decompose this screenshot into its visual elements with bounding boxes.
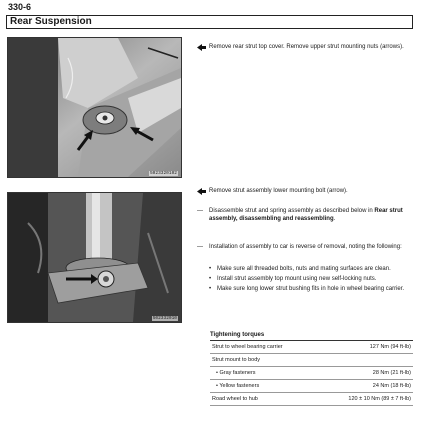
step-text: Installation of assembly to car is reverse of removal, noting the following:: [209, 244, 402, 250]
dash-marker: —: [197, 244, 203, 250]
step-text-pre: Disassemble strut and spring assembly as described below in: [209, 208, 375, 214]
bullet-dot: •: [209, 286, 212, 292]
step-arrow-icon: [197, 188, 206, 195]
step-arrow-icon: [197, 44, 206, 51]
installation-notes-list: [209, 266, 413, 296]
list-item: • Make sure all threaded bolts, nuts and mating surfaces are clean.: [209, 266, 391, 272]
bullet-dot: •: [209, 266, 212, 272]
row-label: Strut mount to body: [212, 357, 260, 363]
row-value: 24 Nm (18 ft-lb): [372, 383, 411, 389]
photo-id: 502332010: [152, 316, 177, 321]
row-label: • Yellow fasteners: [216, 383, 260, 389]
table-row: [210, 380, 413, 393]
row-value: 127 Nm (94 ft-lb): [369, 344, 411, 350]
row-label: Road wheel to hub: [212, 396, 258, 402]
step-text: Remove strut assembly lower mounting bolt (arrow).: [209, 188, 348, 194]
tightening-torques-table: [210, 332, 413, 406]
lower-strut-bolt-illustration: [8, 193, 181, 322]
step-disassemble-strut: [197, 208, 413, 223]
photo-id: 5023320102: [149, 171, 177, 176]
table-title: Tightening torques: [210, 332, 413, 341]
step-installation-notes: [197, 244, 413, 252]
step-text-post: .: [333, 215, 336, 222]
step-text: [197, 208, 413, 223]
section-header: Rear Suspension: [6, 15, 413, 29]
table-row: [210, 393, 413, 406]
table-row: [210, 367, 413, 380]
lower-strut-bolt-photo: [7, 192, 182, 323]
row-label: • Gray fasteners: [216, 370, 256, 376]
upper-strut-mount-photo: [7, 37, 182, 178]
upper-strut-mount-illustration: [8, 38, 181, 177]
table-row: [210, 354, 413, 367]
step-text-bold-reference: Rear strut assembly, disassembling and reassembling: [209, 208, 403, 222]
step-remove-lower-bolt: [197, 188, 413, 196]
list-item: • Make sure long lower strut bushing fits in hole in wheel bearing carrier.: [209, 286, 405, 292]
table-row: [210, 341, 413, 354]
page-number: 330-6: [8, 2, 32, 12]
row-value: 120 ± 10 Nm (89 ± 7 ft-lb): [348, 396, 411, 402]
dash-marker: —: [197, 208, 203, 214]
row-value: 28 Nm (21 ft-lb): [372, 370, 411, 376]
step-remove-top-cover: [197, 44, 413, 52]
bullet-dot: •: [209, 276, 212, 282]
step-text: Remove rear strut top cover. Remove upper strut mounting nuts (arrows).: [209, 44, 404, 50]
row-label: Strut to wheel bearing carrier: [212, 344, 283, 350]
list-item: • Install strut assembly top mount using new self-locking nuts.: [209, 276, 377, 282]
